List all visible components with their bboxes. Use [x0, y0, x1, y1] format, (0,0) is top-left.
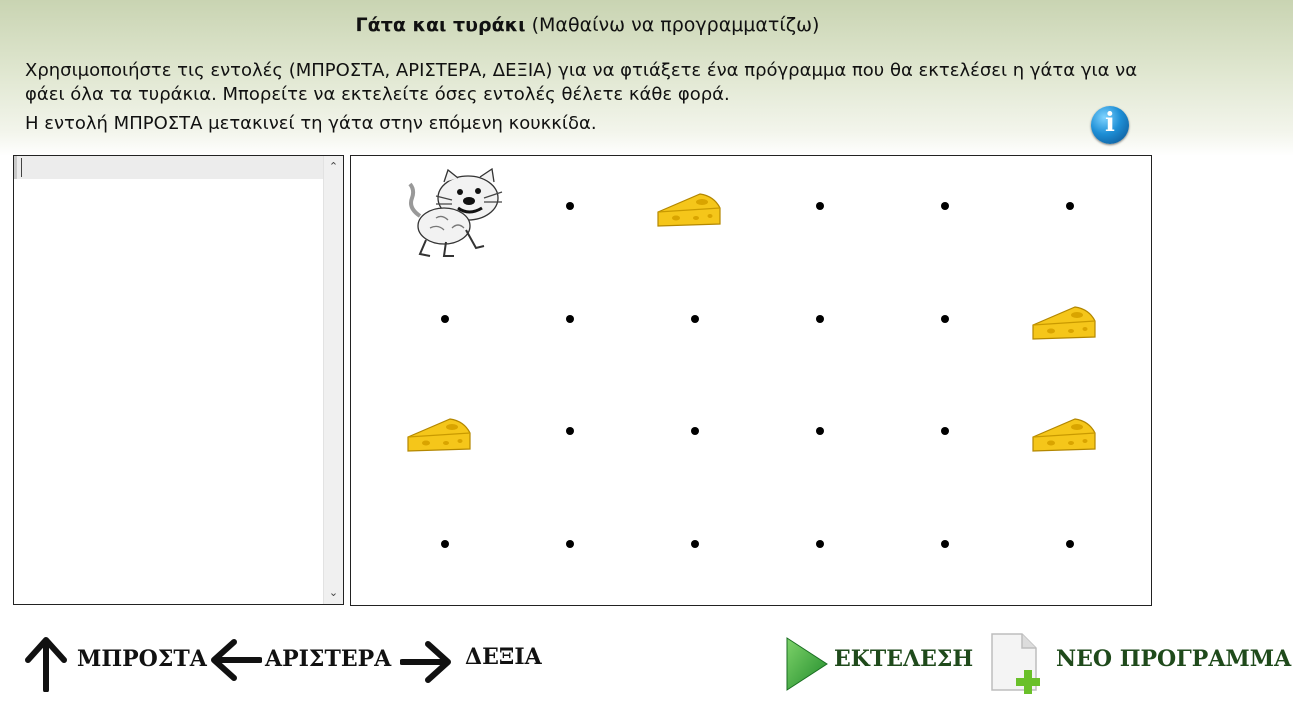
- cat-icon: [406, 168, 510, 260]
- left-label: ΑΡΙΣΤΕΡΑ: [265, 646, 392, 672]
- info-glyph: i: [1105, 108, 1115, 138]
- arrow-up-icon: [22, 634, 70, 692]
- game-board: [350, 155, 1152, 606]
- grid-dot: [441, 540, 449, 548]
- grid-dot: [566, 427, 574, 435]
- run-label: ΕΚΤΕΛΕΣΗ: [834, 646, 974, 672]
- forward-button[interactable]: [22, 628, 207, 694]
- right-label: ΔΕΞΙΑ: [465, 644, 542, 670]
- grid-dot: [816, 540, 824, 548]
- grid-dot: [816, 202, 824, 210]
- arrow-right-icon: [400, 640, 454, 684]
- title-subtitle: (Μαθαίνω να προγραμματίζω): [525, 14, 820, 36]
- cheese-icon: [656, 190, 722, 230]
- instruction-line-3: Η εντολή ΜΠΡΟΣΤΑ μετακινεί τη γάτα στην επόμενη κουκκίδα.: [25, 113, 597, 134]
- grid-dot: [1066, 202, 1074, 210]
- scroll-up-icon[interactable]: ⌃: [328, 160, 339, 173]
- grid-dot: [941, 540, 949, 548]
- arrow-left-icon: [208, 638, 262, 682]
- grid-dot: [941, 427, 949, 435]
- grid-dot: [941, 315, 949, 323]
- cheese-icon: [1031, 415, 1097, 455]
- instruction-line-1: Χρησιμοποιήστε τις εντολές (ΜΠΡΟΣΤΑ, ΑΡΙΣΤΕΡΑ, ΔΕΞΙΑ) για να φτιάξετε ένα πρόγραμμα που θα εκτελέσει η γάτα για να: [25, 60, 1138, 81]
- run-button[interactable]: [784, 628, 974, 694]
- forward-label: ΜΠΡΟΣΤΑ: [77, 646, 207, 672]
- grid-dot: [566, 315, 574, 323]
- instruction-line-2: φάει όλα τα τυράκια. Μπορείτε να εκτελείτε όσες εντολές θέλετε κάθε φορά.: [25, 84, 730, 105]
- page-title: [0, 14, 1175, 36]
- grid-dot: [441, 315, 449, 323]
- new-document-icon: [988, 632, 1046, 694]
- left-button[interactable]: [208, 628, 398, 694]
- program-list-scrollbar[interactable]: [323, 156, 343, 604]
- program-list[interactable]: [13, 155, 344, 605]
- grid-dot: [816, 427, 824, 435]
- new-program-button[interactable]: [988, 628, 1292, 694]
- grid-dot: [691, 540, 699, 548]
- grid-dot: [1066, 540, 1074, 548]
- info-icon[interactable]: [1091, 106, 1129, 144]
- grid-dot: [816, 315, 824, 323]
- play-icon: [784, 636, 830, 692]
- right-button[interactable]: [400, 628, 550, 694]
- scroll-down-icon[interactable]: ⌄: [328, 586, 339, 599]
- grid-dot: [691, 315, 699, 323]
- grid-dot: [566, 202, 574, 210]
- cheese-icon: [406, 415, 472, 455]
- grid-dot: [566, 540, 574, 548]
- cheese-icon: [1031, 303, 1097, 343]
- new-program-label: ΝΕΟ ΠΡΟΓΡΑΜΜΑ: [1056, 646, 1292, 672]
- grid-dot: [691, 427, 699, 435]
- title-bold: Γάτα και τυράκι: [355, 14, 526, 36]
- program-list-row[interactable]: [14, 156, 325, 179]
- grid-dot: [941, 202, 949, 210]
